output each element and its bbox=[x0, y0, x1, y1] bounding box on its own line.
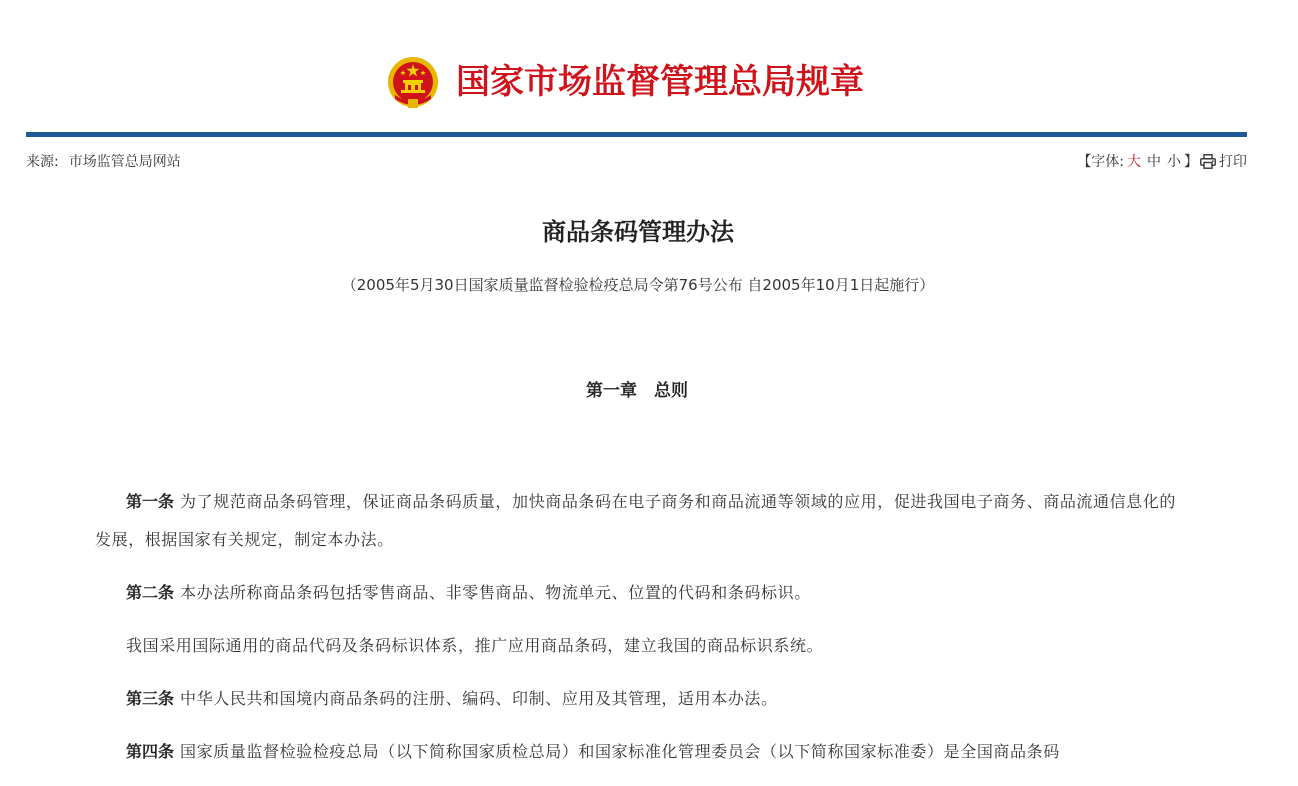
print-label: 打印 bbox=[1219, 154, 1247, 170]
paragraph-text: 我国采用国际通用的商品代码及条码标识体系，推广应用商品条码，建立我国的商品标识系统。 bbox=[126, 636, 824, 655]
font-size-suffix: 】 bbox=[1184, 154, 1198, 170]
document-title: 商品条码管理办法 bbox=[542, 217, 734, 246]
article-text: 为了规范商品条码管理，保证商品条码质量，加快商品条码在电子商务和商品流通等领域的应用，促进我国电子商务、商品流通信息化的发展，根据国家有关规定，制定本办法。 bbox=[95, 492, 1177, 549]
article-text: 中华人民共和国境内商品条码的注册、编码、印制、应用及其管理，适用本办法。 bbox=[180, 689, 778, 708]
article-text: 本办法所称商品条码包括零售商品、非零售商品、物流单元、位置的代码和条码标识。 bbox=[180, 583, 811, 602]
chapter-heading: 第一章 总则 bbox=[586, 381, 688, 401]
header-divider bbox=[26, 132, 1247, 137]
document-subtitle: （2005年5月30日国家质量监督检验检疫总局令第76号公布 自2005年10月1日起施行） bbox=[341, 276, 935, 294]
print-button[interactable] bbox=[1198, 154, 1247, 170]
article-paragraph bbox=[95, 483, 1183, 559]
font-size-large[interactable]: 大 bbox=[1127, 154, 1141, 170]
font-size-medium[interactable]: 中 bbox=[1147, 154, 1161, 170]
printer-icon bbox=[1200, 154, 1216, 169]
article-text: 国家质量监督检验检疫总局（以下简称国家质检总局）和国家标准化管理委员会（以下简称国家标准委）是全国商品条码 bbox=[180, 742, 1060, 761]
article-tools bbox=[1077, 151, 1247, 173]
article-number: 第四条 bbox=[126, 742, 175, 761]
article-number: 第一条 bbox=[126, 492, 175, 511]
masthead bbox=[0, 52, 1298, 114]
article-number: 第二条 bbox=[126, 583, 175, 602]
source-name: 市场监管总局网站 bbox=[68, 154, 181, 170]
article-paragraph bbox=[95, 680, 1183, 718]
masthead-title: 国家市场监督管理总局规章 bbox=[456, 62, 864, 102]
font-size-small[interactable]: 小 bbox=[1167, 154, 1181, 170]
article-number: 第三条 bbox=[126, 689, 175, 708]
article-paragraph bbox=[95, 574, 1183, 612]
national-emblem-icon bbox=[386, 55, 440, 111]
info-bar bbox=[26, 151, 1247, 173]
source-info bbox=[26, 151, 181, 173]
article-paragraph bbox=[95, 733, 1183, 771]
body-paragraph bbox=[95, 627, 1183, 665]
source-label: 来源: bbox=[26, 154, 59, 170]
document-body bbox=[95, 483, 1183, 786]
font-size-prefix: 【字体: bbox=[1077, 154, 1124, 170]
